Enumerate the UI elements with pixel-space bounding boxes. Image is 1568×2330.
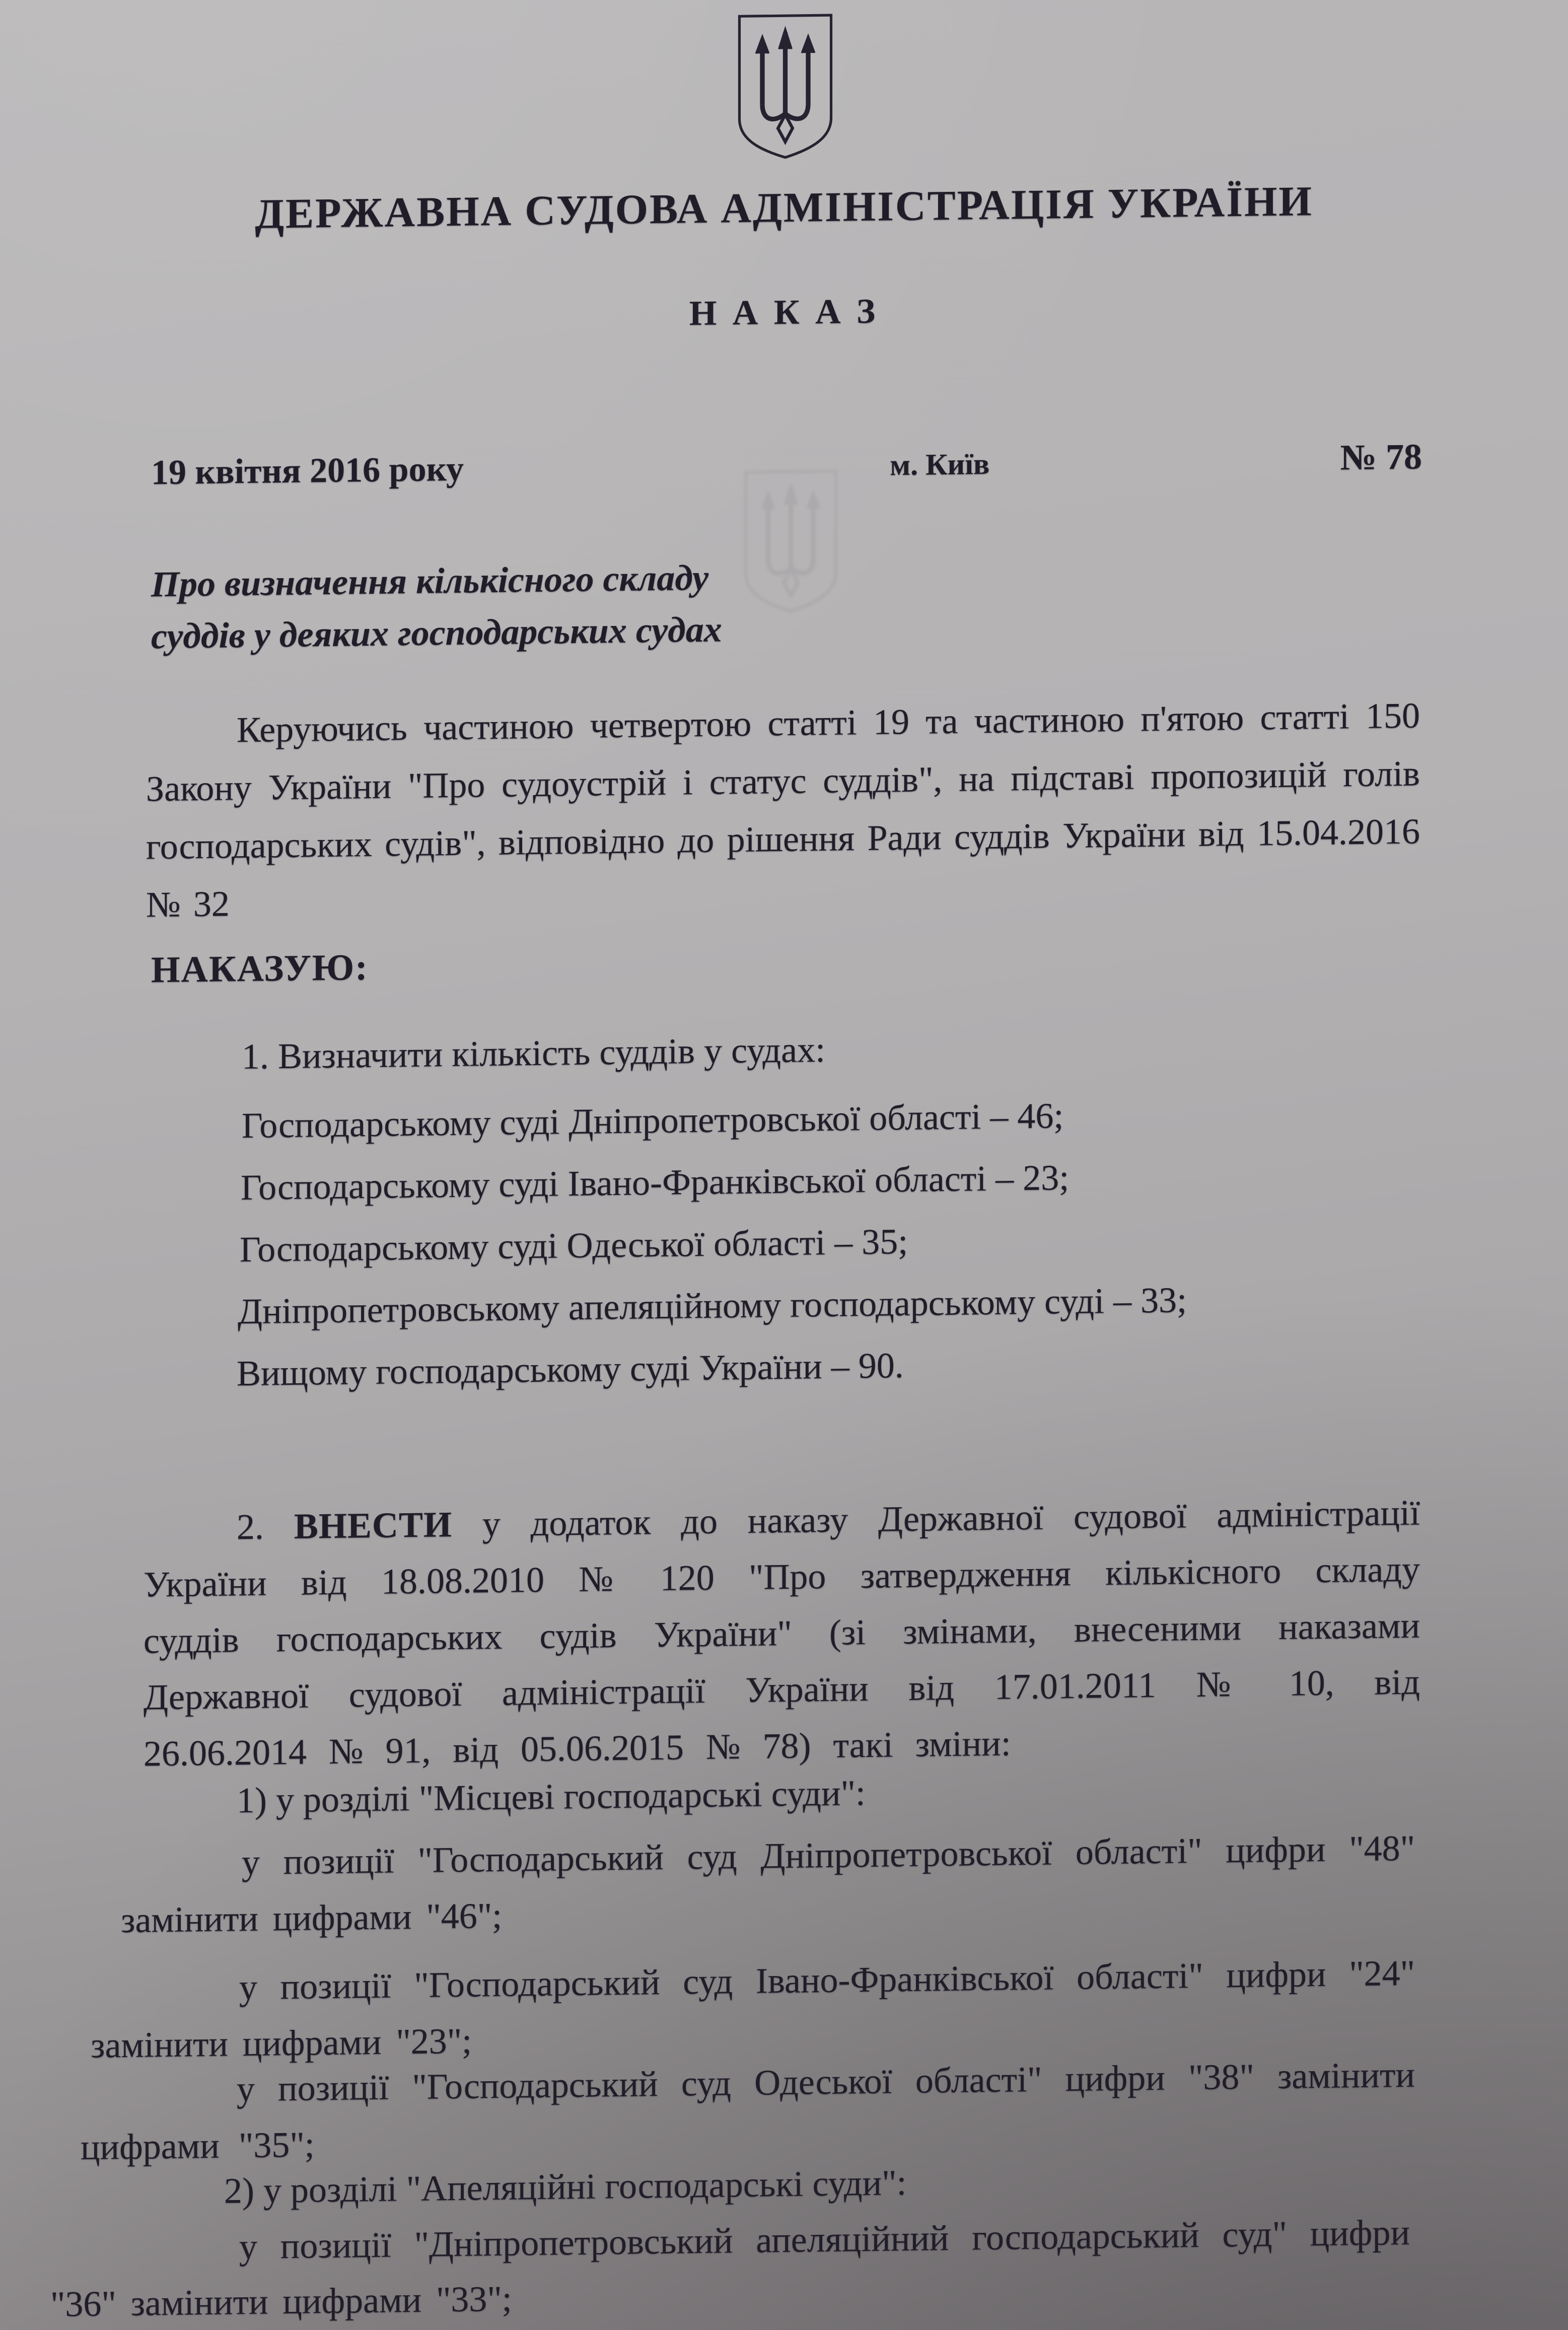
- doc-number: № 78: [1340, 436, 1422, 478]
- amendment-item: у позиції "Господарський суд Одеської області" цифри "38" замінити цифрами "35";: [81, 2054, 1415, 2168]
- court-allocation: Вищому господарському суді України – 90.: [237, 1345, 904, 1394]
- item-1-intro: 1. Визначити кількість суддів у судах:: [242, 1029, 826, 1077]
- doc-type-title: Н А К А З: [689, 292, 879, 333]
- subject-line-2: суддів у деяких господарських судах: [151, 609, 722, 657]
- item-2-text: у додаток до наказу Державної судової адміністрації України від 18.08.2010 № 120 "Про затвердження кількісного складу суддів господарських судів України" (зі змінами, внесеними наказами Державної судової адміністрації України від 17.01.2011 № 10, від 26.06.2014 № 91, від 05.06.2015 № 78) такі зміни:: [144, 1492, 1420, 1774]
- doc-date: 19 квітня 2016 року: [151, 449, 464, 492]
- amendment-item: у позиції "Господарський суд Івано-Франківської області" цифри "24" замінити цифрами "23";: [91, 1952, 1415, 2066]
- ukraine-trident-emblem: [731, 11, 839, 164]
- trident-watermark: [739, 467, 842, 617]
- court-allocation: Господарському суді Дніпропетровської області – 46;: [242, 1095, 1064, 1146]
- doc-city: м. Київ: [890, 447, 990, 482]
- subject-line-1: Про визначення кількісного складу: [151, 557, 709, 605]
- org-title: ДЕРЖАВНА СУДОВА АДМІНІСТРАЦІЯ УКРАЇНИ: [255, 178, 1313, 238]
- item-2-verb: ВНЕСТИ: [294, 1504, 452, 1546]
- item-2-number: 2.: [237, 1506, 264, 1547]
- preamble: Керуючись частиною четвертою статті 19 та частиною п'ятою статті 150 Закону України "Про судоустрій і статус суддів", на підставі пропозицій голів господарських судів", відповідно до рішення Ради суддів України від 15.04.2016 № 32: [146, 695, 1420, 925]
- subsection-1-title: 1) у розділі "Місцеві господарські суди":: [237, 1772, 866, 1821]
- item-2: [144, 1485, 1420, 1782]
- court-allocation: Дніпропетровському апеляційному господарському суді – 33;: [238, 1280, 1187, 1332]
- subsection-2-title: 2) у розділі "Апеляційні господарські суди":: [224, 2162, 907, 2211]
- order-word: НАКАЗУЮ:: [151, 947, 369, 991]
- amendment-item: у позиції "Дніпропетровський апеляційний господарський суд" цифри "36" замінити цифрами "33";: [50, 2212, 1410, 2324]
- doc-subject: [151, 551, 722, 662]
- date-row: [151, 436, 1422, 493]
- amendment-item: у позиції "Господарський суд Дніпропетровської області" цифри "48" замінити цифрами "46";: [121, 1827, 1415, 1941]
- court-allocation: Господарському суді Івано-Франківської області – 23;: [241, 1157, 1070, 1208]
- court-allocation: Господарському суді Одеської області – 35;: [240, 1221, 908, 1270]
